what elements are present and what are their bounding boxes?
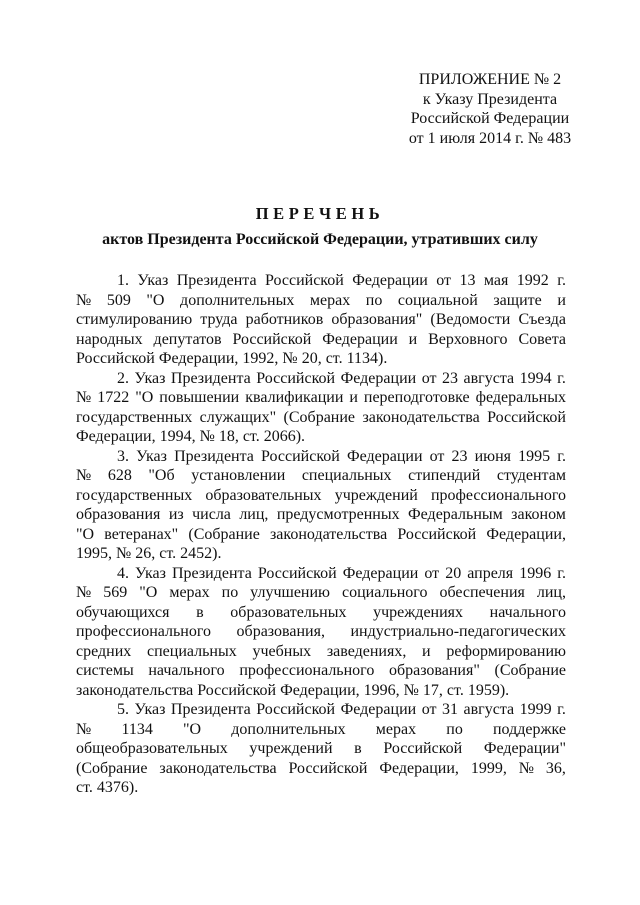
word: Указ [134, 369, 166, 387]
word: г. [557, 272, 566, 289]
word: от [424, 564, 440, 582]
text-line [76, 291, 566, 311]
word: 4. [117, 564, 129, 582]
text-line [76, 681, 566, 701]
word: учебных [252, 642, 312, 660]
word: 1134). [346, 350, 388, 367]
list-item [76, 564, 566, 701]
word: 4376). [96, 779, 139, 796]
word: № [403, 681, 419, 699]
word: Российской [264, 272, 344, 289]
word: Съезда [518, 311, 566, 328]
word: учреждений [249, 740, 333, 757]
text-line [76, 369, 566, 389]
word: 20, [301, 350, 322, 367]
word: и [349, 389, 358, 406]
word: 509 [106, 291, 131, 309]
word: г. [557, 564, 566, 582]
word: "О [76, 525, 95, 543]
word: № [76, 584, 92, 601]
word: заведениях, [326, 642, 407, 660]
word: стипендий [408, 467, 481, 484]
word: Федерации, [486, 525, 566, 543]
word: мая [483, 272, 509, 289]
word: общеобразовательных [76, 740, 228, 757]
word: Президента [176, 272, 257, 289]
word: 1994 [519, 369, 552, 387]
text-line [76, 486, 566, 506]
word: переподготовке [363, 389, 470, 406]
word: "О [146, 291, 165, 309]
text-line [76, 544, 566, 564]
word: системы [76, 662, 134, 679]
acts-list [76, 271, 566, 798]
word: (Собрание [188, 525, 260, 543]
word: профессионального [76, 623, 212, 640]
word: № [199, 428, 215, 445]
word: и [557, 291, 566, 309]
text-line [76, 408, 566, 428]
word: "О [183, 720, 202, 738]
word: ст. [159, 545, 177, 562]
word: улучшению [250, 584, 330, 601]
word: 1999 [519, 701, 552, 718]
word: специальных [147, 642, 237, 660]
word: Указ [136, 447, 167, 465]
word: (Собрание [283, 408, 356, 426]
text-line [76, 583, 566, 603]
text-line [76, 661, 566, 681]
word: августа [463, 369, 515, 387]
word: Российской [197, 681, 277, 699]
word: установлении [191, 467, 286, 484]
appendix-date: от 1 июля 2014 г. № 483 [408, 129, 572, 147]
word: 36, [545, 759, 566, 777]
word: Российской [232, 330, 312, 348]
word: и [408, 330, 418, 348]
word: № [518, 759, 534, 777]
list-item [76, 700, 566, 798]
word: образовательных [230, 603, 347, 621]
word: профессионального [239, 662, 375, 679]
word: № [76, 389, 92, 406]
text-line [76, 700, 566, 720]
word: 18, [218, 428, 239, 445]
list-item [76, 271, 566, 369]
text-line [76, 525, 566, 545]
word: Федерации, [379, 759, 459, 777]
word: законодательства [269, 525, 388, 543]
word: по [446, 720, 463, 738]
word: 23 [451, 447, 468, 465]
word: студентам [496, 467, 566, 484]
word: Совета [518, 330, 566, 348]
word: Федерации [352, 272, 428, 289]
word: 23 [442, 369, 458, 387]
word: народных [76, 330, 143, 348]
word: Российской [397, 525, 477, 543]
word: августа [463, 701, 515, 718]
word: 1992, [242, 350, 279, 367]
word: законодательства [76, 681, 194, 699]
word: Российской [256, 701, 336, 718]
word: Верховного [428, 330, 508, 348]
word: предусмотренных [276, 506, 400, 523]
word: г. [557, 369, 566, 387]
word: депутатов [153, 330, 222, 348]
word: 1134 [121, 720, 153, 738]
appendix-header [385, 70, 595, 148]
word: Указ [134, 701, 166, 718]
word: 26, [135, 545, 156, 562]
text-line [76, 271, 566, 291]
word: 20 [445, 564, 462, 582]
appendix-federation: Российской Федерации [410, 110, 570, 127]
word: Российской [257, 564, 337, 582]
word: Указ [135, 564, 166, 582]
text-line [76, 330, 566, 350]
list-item [76, 447, 566, 564]
word: Указ [137, 272, 169, 289]
word: Президента [170, 701, 251, 718]
word: индустриально-педагогических [350, 623, 566, 640]
word: защите [493, 291, 542, 309]
word: 17, [422, 681, 443, 699]
word: дополнительных [180, 291, 295, 309]
text-line [76, 564, 566, 584]
word: 2452). [180, 545, 222, 562]
word: 13 [459, 272, 476, 289]
word: мерах [375, 720, 417, 738]
word: Президента [170, 369, 251, 387]
word: Федерации" [483, 740, 566, 757]
word: 1996 [519, 564, 552, 582]
word: 569 [103, 584, 128, 601]
word: образования, [236, 623, 325, 640]
word: ст. [446, 681, 464, 699]
word: социальной [397, 291, 478, 309]
word: Федерации [346, 447, 423, 465]
word: г. [557, 701, 566, 718]
word: "О [135, 389, 154, 406]
appendix-number: ПРИЛОЖЕНИЕ № 2 [418, 71, 562, 88]
word: стимулированию [76, 311, 193, 328]
word: образования" [388, 662, 480, 679]
word: Федерации, [76, 428, 156, 445]
word: "О [139, 584, 158, 601]
word: работников [245, 311, 324, 328]
word: обучающихся [76, 603, 170, 621]
word: Федерации [342, 564, 419, 582]
word: специальных [301, 467, 392, 484]
word: труда [200, 311, 238, 328]
word: от [436, 272, 452, 289]
word: образовательных [205, 486, 322, 504]
word: государственных [76, 486, 193, 504]
word: лиц, [536, 584, 566, 601]
word: ст. [242, 428, 260, 445]
word: начального [489, 603, 566, 621]
word: Российской [288, 759, 368, 777]
word: учреждениях [373, 603, 464, 621]
text-line [76, 447, 566, 467]
word: из [168, 506, 184, 523]
word: ст. [76, 779, 93, 796]
word: 1992 [516, 272, 549, 289]
word: Российской [256, 369, 336, 387]
word: (Собрание [494, 662, 566, 679]
word: 2066). [263, 428, 306, 445]
word: № [76, 291, 92, 309]
word: от [429, 447, 445, 465]
word: № [76, 720, 92, 738]
word: Российской [487, 408, 566, 426]
appendix-reference: к Указу Президента [422, 90, 558, 108]
word: законодательства [362, 408, 480, 426]
word: Федерации, [158, 350, 239, 367]
word: 1999, [470, 759, 507, 777]
word: учреждений [334, 486, 418, 504]
word: числа [192, 506, 231, 523]
text-line [76, 349, 566, 369]
text-line [76, 778, 566, 798]
word: 1722 [97, 389, 130, 406]
word: в [354, 740, 362, 757]
word: и [422, 642, 431, 660]
word: апреля [467, 564, 514, 582]
word: законом [511, 506, 566, 523]
word: Президента [174, 447, 254, 465]
word: образования" [331, 311, 423, 328]
text-line [76, 622, 566, 642]
word: начального [148, 662, 225, 679]
word: 5. [117, 701, 129, 718]
text-line [76, 427, 566, 447]
document-title: ПЕРЕЧЕНЬ [255, 204, 385, 223]
word: (Ведомости [430, 311, 511, 328]
text-line [76, 603, 566, 623]
word: № [282, 350, 298, 367]
word: социального [341, 584, 428, 601]
word: служащих" [199, 408, 277, 426]
word: государственных [76, 408, 193, 426]
word: 1995 [518, 447, 551, 465]
word: квалификации [245, 389, 344, 406]
word: июня [474, 447, 511, 465]
text-line [76, 642, 566, 662]
word: от [421, 369, 437, 387]
word: Российской [383, 740, 463, 757]
word: (Собрание [76, 759, 148, 777]
word: 1996, [363, 681, 400, 699]
text-line [76, 466, 566, 486]
word: Российской [76, 350, 155, 367]
word: "Об [148, 467, 175, 484]
word: Федерации [340, 701, 417, 718]
document-subtitle: актов Президента Российской Федерации, утративших силу [102, 231, 538, 248]
word: от [421, 701, 437, 718]
word: образования [76, 506, 161, 523]
word: Федерации [340, 369, 417, 387]
word: 1959). [467, 681, 510, 699]
word: 2. [117, 369, 129, 387]
word: ст. [325, 350, 343, 367]
text-line [76, 388, 566, 408]
word: реформированию [446, 642, 566, 660]
word: 1994, [159, 428, 196, 445]
word: дополнительных [231, 720, 346, 738]
word: по [365, 291, 383, 309]
word: средних [76, 642, 132, 660]
word: по [221, 584, 239, 601]
word: 628 [107, 467, 132, 484]
word: № [116, 545, 132, 562]
word: 1995, [76, 545, 112, 562]
text-line [76, 310, 566, 330]
word: Федерации, [280, 681, 360, 699]
word: Российской [260, 447, 340, 465]
word: федеральных [475, 389, 566, 406]
word: мерах [169, 584, 210, 601]
word: обеспечения [439, 584, 525, 601]
word: Федерации [322, 330, 398, 348]
word: г. [557, 447, 566, 465]
word: ветеранах" [104, 525, 179, 543]
text-line [76, 505, 566, 525]
word: поддержке [492, 720, 566, 738]
word: законодательства [159, 759, 277, 777]
text-line [76, 720, 566, 740]
word: мерах [309, 291, 351, 309]
word: № [76, 467, 92, 484]
word: повышении [159, 389, 240, 406]
word: в [196, 603, 204, 621]
word: 3. [117, 447, 129, 465]
word: профессионального [430, 486, 566, 504]
list-item [76, 369, 566, 447]
text-line [76, 759, 566, 779]
word: лиц, [239, 506, 269, 523]
word: Президента [171, 564, 252, 582]
word: 31 [442, 701, 458, 718]
text-line [76, 739, 566, 759]
word: 1. [117, 272, 129, 289]
word: Федеральным [408, 506, 503, 523]
